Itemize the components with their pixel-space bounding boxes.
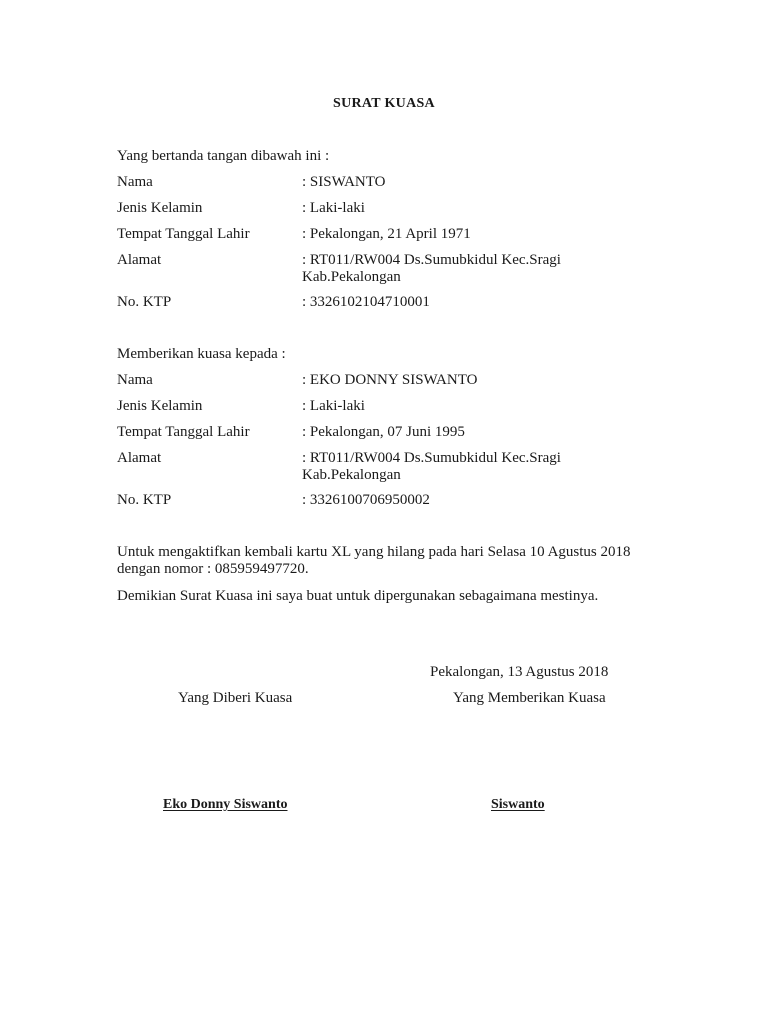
field-label: Alamat	[117, 450, 162, 466]
field-label: Nama	[117, 372, 153, 388]
field-value: : EKO DONNY SISWANTO	[302, 372, 478, 388]
document-title: SURAT KUASA	[333, 96, 435, 111]
place-date: Pekalongan, 13 Agustus 2018	[430, 664, 609, 680]
field-label: No. KTP	[117, 294, 172, 310]
grantee-intro: Memberikan kuasa kepada :	[117, 346, 286, 362]
field-value: : 3326100706950002	[302, 492, 430, 508]
field-label: Jenis Kelamin	[117, 200, 203, 216]
field-label: Jenis Kelamin	[117, 398, 203, 414]
grantor-intro: Yang bertanda tangan dibawah ini :	[117, 148, 330, 164]
field-value: : Laki-laki	[302, 200, 365, 216]
field-value: : Pekalongan, 21 April 1971	[302, 226, 471, 242]
purpose-paragraph: Untuk mengaktifkan kembali kartu XL yang hilang pada hari Selasa 10 Agustus 2018 dengan nomor : 085959497720.	[117, 544, 631, 577]
field-label: No. KTP	[117, 492, 172, 508]
right-signature-name: Siswanto	[491, 797, 545, 812]
field-value: : Laki-laki	[302, 398, 365, 414]
left-signature-role: Yang Diberi Kuasa	[178, 690, 293, 706]
right-signature-role: Yang Memberikan Kuasa	[453, 690, 606, 706]
field-label: Tempat Tanggal Lahir	[117, 424, 250, 440]
field-label: Alamat	[117, 252, 162, 268]
field-value: : 3326102104710001	[302, 294, 430, 310]
field-value: : SISWANTO	[302, 174, 386, 190]
field-label: Tempat Tanggal Lahir	[117, 226, 250, 242]
field-value: : Pekalongan, 07 Juni 1995	[302, 424, 465, 440]
left-signature-name: Eko Donny Siswanto	[163, 797, 288, 812]
field-value: : RT011/RW004 Ds.Sumubkidul Kec.Sragi Kab.Pekalongan	[302, 450, 561, 483]
field-value: : RT011/RW004 Ds.Sumubkidul Kec.Sragi Kab.Pekalongan	[302, 252, 561, 285]
field-label: Nama	[117, 174, 153, 190]
closing-paragraph: Demikian Surat Kuasa ini saya buat untuk dipergunakan sebagaimana mestinya.	[117, 588, 599, 604]
